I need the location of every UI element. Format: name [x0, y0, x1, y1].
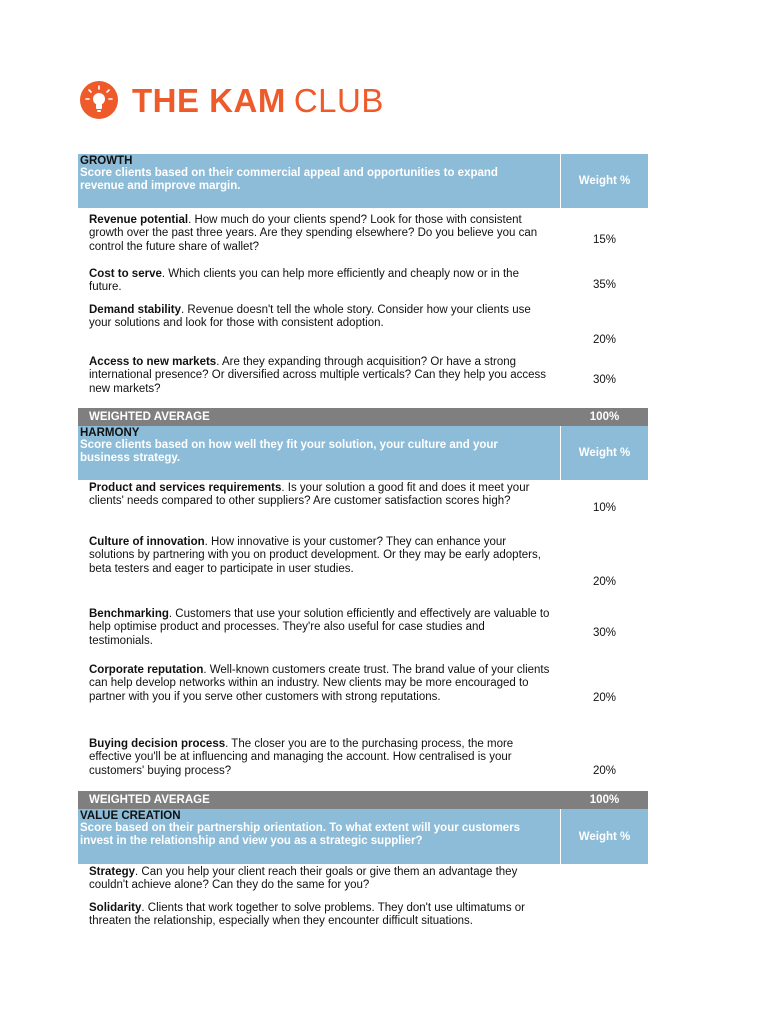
table-row	[78, 266, 648, 302]
weighted-average-value: 100%	[589, 794, 620, 806]
row-desc: . Well-known customers create trust. The brand value of your clients can help develop networks within an industry. New clients may be more encouraged to partner with you if you serve other customers with strong reputations.	[89, 664, 550, 703]
table-row	[78, 608, 648, 664]
row-weight: 15%	[592, 234, 617, 246]
row-text	[78, 738, 561, 792]
table-row	[78, 900, 648, 950]
section-growth	[78, 154, 648, 404]
table-row	[78, 738, 648, 792]
section-header	[78, 426, 648, 480]
row-text	[78, 356, 561, 404]
brand-bold: THE KAM	[132, 81, 286, 119]
row-weight: 20%	[592, 765, 617, 777]
table-row	[78, 356, 648, 404]
row-weight	[561, 866, 648, 900]
row-term: Benchmarking	[89, 608, 169, 620]
row-term: Buying decision process	[89, 738, 226, 750]
section-description: Score based on their partnership orientation. To what extent will your customers invest in the relationship and view you as a strategic supplier?	[80, 822, 521, 847]
row-term: Corporate reputation	[89, 664, 204, 676]
row-weight: 30%	[592, 374, 617, 386]
weight-header: Weight %	[578, 447, 631, 459]
row-term: Strategy	[89, 866, 136, 878]
row-desc: . Which clients you can help more efficiently and cheaply now or in the future.	[89, 268, 519, 294]
section-harmony	[78, 426, 648, 792]
table-row	[78, 208, 648, 266]
brand-wordmark	[132, 81, 384, 119]
row-term: Access to new markets	[89, 356, 217, 368]
weight-header: Weight %	[578, 175, 631, 187]
row-weight: 30%	[592, 627, 617, 639]
row-weight: 20%	[592, 576, 617, 588]
weighted-average-row	[78, 408, 648, 426]
row-text	[78, 608, 561, 664]
row-desc: . Is your solution a good fit and does it meet your clients' needs compared to other suppliers? Are customer satisfaction scores high?	[89, 482, 530, 508]
row-weight: 35%	[592, 279, 617, 291]
weighted-average-label: WEIGHTED AVERAGE	[89, 411, 210, 423]
table-row	[78, 534, 648, 608]
row-term: Revenue potential	[89, 214, 189, 226]
table-row	[78, 480, 648, 534]
brand-light: CLUB	[293, 81, 384, 119]
table-row	[78, 664, 648, 738]
section-value-creation	[78, 809, 648, 950]
row-text	[78, 214, 561, 266]
row-weight	[561, 902, 648, 950]
section-title: GROWTH	[80, 155, 133, 167]
table-row	[78, 302, 648, 356]
row-desc: . How much do your clients spend? Look for those with consistent growth over the past three years. Are they spending elsewhere? Do you believe you can control the future share of wallet?	[89, 214, 538, 253]
row-term: Culture of innovation	[89, 536, 205, 548]
row-desc: . Customers that use your solution efficiently and effectively are valuable to help optimise product and processes. They're also useful for case studies and testimonials.	[89, 608, 550, 647]
row-desc: . Revenue doesn't tell the whole story. Consider how your clients use your solutions and look for those with consistent adoption.	[89, 304, 531, 330]
row-weight: 20%	[592, 692, 617, 704]
section-title: VALUE CREATION	[80, 810, 181, 822]
row-text	[78, 536, 561, 608]
lightbulb-icon	[80, 81, 118, 119]
section-description: Score clients based on their commercial appeal and opportunities to expand revenue and improve margin.	[80, 167, 498, 192]
weighted-average-value: 100%	[589, 411, 620, 423]
row-weight: 10%	[592, 502, 617, 514]
brand-logo	[80, 78, 384, 122]
weight-header: Weight %	[578, 830, 631, 843]
row-desc: . Are they expanding through acquisition? Or have a strong international presence? Or diversified across multiple verticals? Can they help you access new markets?	[89, 356, 547, 395]
row-term: Product and services requirements	[89, 482, 282, 494]
table-row	[78, 864, 648, 900]
row-text	[78, 902, 561, 950]
row-desc: . Clients that work together to solve problems. They don't use ultimatums or threaten the relationship, especially when they encounter difficult situations.	[89, 902, 525, 928]
weighted-average-label: WEIGHTED AVERAGE	[89, 794, 210, 806]
row-text	[78, 304, 561, 356]
section-header	[78, 154, 648, 208]
row-text	[78, 482, 561, 534]
row-text	[78, 268, 561, 302]
row-desc: . Can you help your client reach their goals or give them an advantage they couldn't achieve alone? Can they do the same for you?	[89, 866, 518, 892]
row-text	[78, 664, 561, 738]
section-title: HARMONY	[80, 427, 140, 439]
section-description: Score clients based on how well they fit your solution, your culture and your business strategy.	[80, 439, 498, 464]
row-text	[78, 866, 561, 900]
row-weight: 20%	[592, 334, 617, 346]
section-header	[78, 809, 648, 864]
row-desc: . How innovative is your customer? They can enhance your solutions by partnering with you on product development. Or they may be early adopters, beta testers and eager to participate in user studies.	[89, 536, 541, 575]
row-desc: . The closer you are to the purchasing process, the more effective you'll be at influencing and managing the account. How centralised is your customers' buying process?	[89, 738, 514, 777]
weighted-average-row	[78, 791, 648, 809]
row-term: Cost to serve	[89, 268, 162, 280]
row-term: Solidarity	[89, 902, 142, 914]
row-term: Demand stability	[89, 304, 182, 316]
